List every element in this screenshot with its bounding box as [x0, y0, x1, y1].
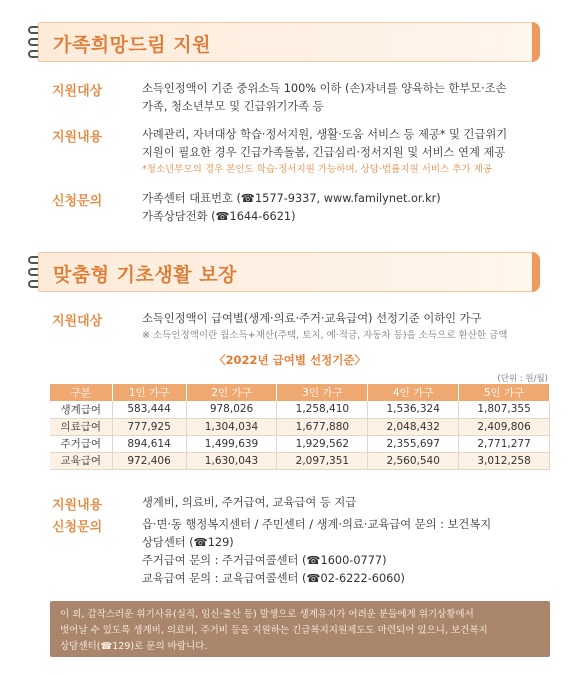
table-cell: 2,409,806	[459, 418, 550, 435]
notice-line: 상담센터(☎129)로 문의 바랍니다.	[60, 641, 208, 652]
content-line: 소득인정액이 기준 중위소득 100% 이하 (손)자녀를 양육하는 한부모·조손	[142, 82, 507, 95]
content-line: 소득인정액이 급여별(생계·의료·주거·교육급여) 선정기준 이하인 가구	[142, 312, 482, 325]
table-header-cell: 4인 가구	[368, 384, 459, 401]
content-line: 가족상담전화 (☎1644-6621)	[142, 210, 296, 223]
table-header-cell: 5인 가구	[459, 384, 550, 401]
table-cell: 1,929,562	[277, 435, 368, 452]
table-cell: 1,499,639	[186, 435, 277, 452]
table-unit: (단위 : 원/월)	[497, 374, 548, 384]
table-cell: 777,925	[112, 418, 186, 435]
table-cell: 2,771,277	[459, 435, 550, 452]
table-cell: 2,048,432	[368, 418, 459, 435]
section-header-family-hope	[38, 22, 540, 62]
table-cell: 1,258,410	[277, 401, 368, 418]
table-header-cell: 1인 가구	[112, 384, 186, 401]
row-label: 지원대상	[52, 314, 103, 329]
row-label: 지원대상	[52, 84, 103, 99]
table-cell: 교육급여	[50, 452, 112, 469]
row-label: 지원내용	[52, 498, 103, 513]
section-title: 맞춤형 기초생활 보장	[53, 264, 237, 286]
row-content	[142, 190, 566, 226]
row-label: 신청문의	[52, 520, 103, 535]
table-header-cell: 3인 가구	[277, 384, 368, 401]
footnote: ※ 소득인정액이란 월소득+재산(주택, 토지, 예·적금, 자동차 등)을 소득으로 환산한 금액	[142, 330, 508, 341]
emergency-welfare-notice	[50, 601, 550, 657]
table-row	[50, 401, 550, 418]
table-header-cell: 구분	[50, 384, 112, 401]
table-cell: 2,560,540	[368, 452, 459, 469]
content-line: 주거급여 문의 : 주거급여콜센터 (☎1600-0777)	[142, 554, 387, 567]
section-title: 가족희망드림 지원	[53, 34, 211, 56]
content-line: 가족센터 대표번호 (☎1577-9337, www.familynet.or.kr)	[142, 192, 441, 205]
table-cell: 1,677,880	[277, 418, 368, 435]
benefit-criteria-table	[50, 384, 550, 470]
table-cell: 3,012,258	[459, 452, 550, 469]
table-row	[50, 435, 550, 452]
table-title: 〈2022년 급여별 선정기준〉	[214, 353, 366, 367]
row-label: 신청문의	[52, 194, 103, 209]
row-label: 지원내용	[52, 130, 103, 145]
footnote: *청소년부모의 경우 본인도 학습·정서지원 가능하며, 상담·법률지원 서비스 추가 제공	[142, 164, 492, 175]
row-content: 생계비, 의료비, 주거급여, 교육급여 등 지급	[142, 496, 357, 509]
table-header-cell: 2인 가구	[186, 384, 277, 401]
content-line: 상담센터 (☎129)	[142, 536, 234, 549]
table-cell: 1,304,034	[186, 418, 277, 435]
row-content	[142, 126, 566, 177]
content-line: 교육급여 문의 : 교육급여콜센터 (☎02-6222-6060)	[142, 572, 405, 585]
table-cell: 583,444	[112, 401, 186, 418]
content-line: 읍·면·동 행정복지센터 / 주민센터 / 생계·의료·교육급여 문의 : 보건복지	[142, 518, 492, 531]
header-accent-bar	[532, 22, 540, 62]
table-cell: 1,630,043	[186, 452, 277, 469]
table-cell: 2,355,697	[368, 435, 459, 452]
section-header-basic-living	[38, 252, 540, 292]
notice-line: 이 외, 갑작스러운 위기사유(실직, 임신·출산 등) 발생으로 생계유지가 어려운 분들에게 위기상황에서	[60, 609, 474, 620]
table-header-row	[50, 384, 550, 401]
row-content	[142, 80, 566, 116]
row-content	[142, 310, 566, 343]
table-cell: 1,536,324	[368, 401, 459, 418]
table-cell: 의료급여	[50, 418, 112, 435]
table-cell: 생계급여	[50, 401, 112, 418]
table-cell: 978,026	[186, 401, 277, 418]
table-row	[50, 418, 550, 435]
content-line: 사례관리, 자녀대상 학습·정서지원, 생활·도움 서비스 등 제공* 및 긴급위기	[142, 128, 508, 141]
table-row	[50, 452, 550, 469]
row-content	[142, 516, 566, 588]
table-cell: 주거급여	[50, 435, 112, 452]
header-accent-bar	[532, 252, 540, 292]
table-cell: 894,614	[112, 435, 186, 452]
table-cell: 1,807,355	[459, 401, 550, 418]
content-line: 지원이 필요한 경우 긴급가족돌봄, 긴급심리·정서지원 및 서비스 연계 제공	[142, 146, 506, 159]
content-line: 가족, 청소년부모 및 긴급위기가족 등	[142, 100, 324, 113]
table-cell: 972,406	[112, 452, 186, 469]
table-cell: 2,097,351	[277, 452, 368, 469]
notice-line: 벗어날 수 있도록 생계비, 의료비, 주거비 등을 지원하는 긴급복지지원제도도 마련되어 있으니, 보건복지	[60, 625, 488, 636]
